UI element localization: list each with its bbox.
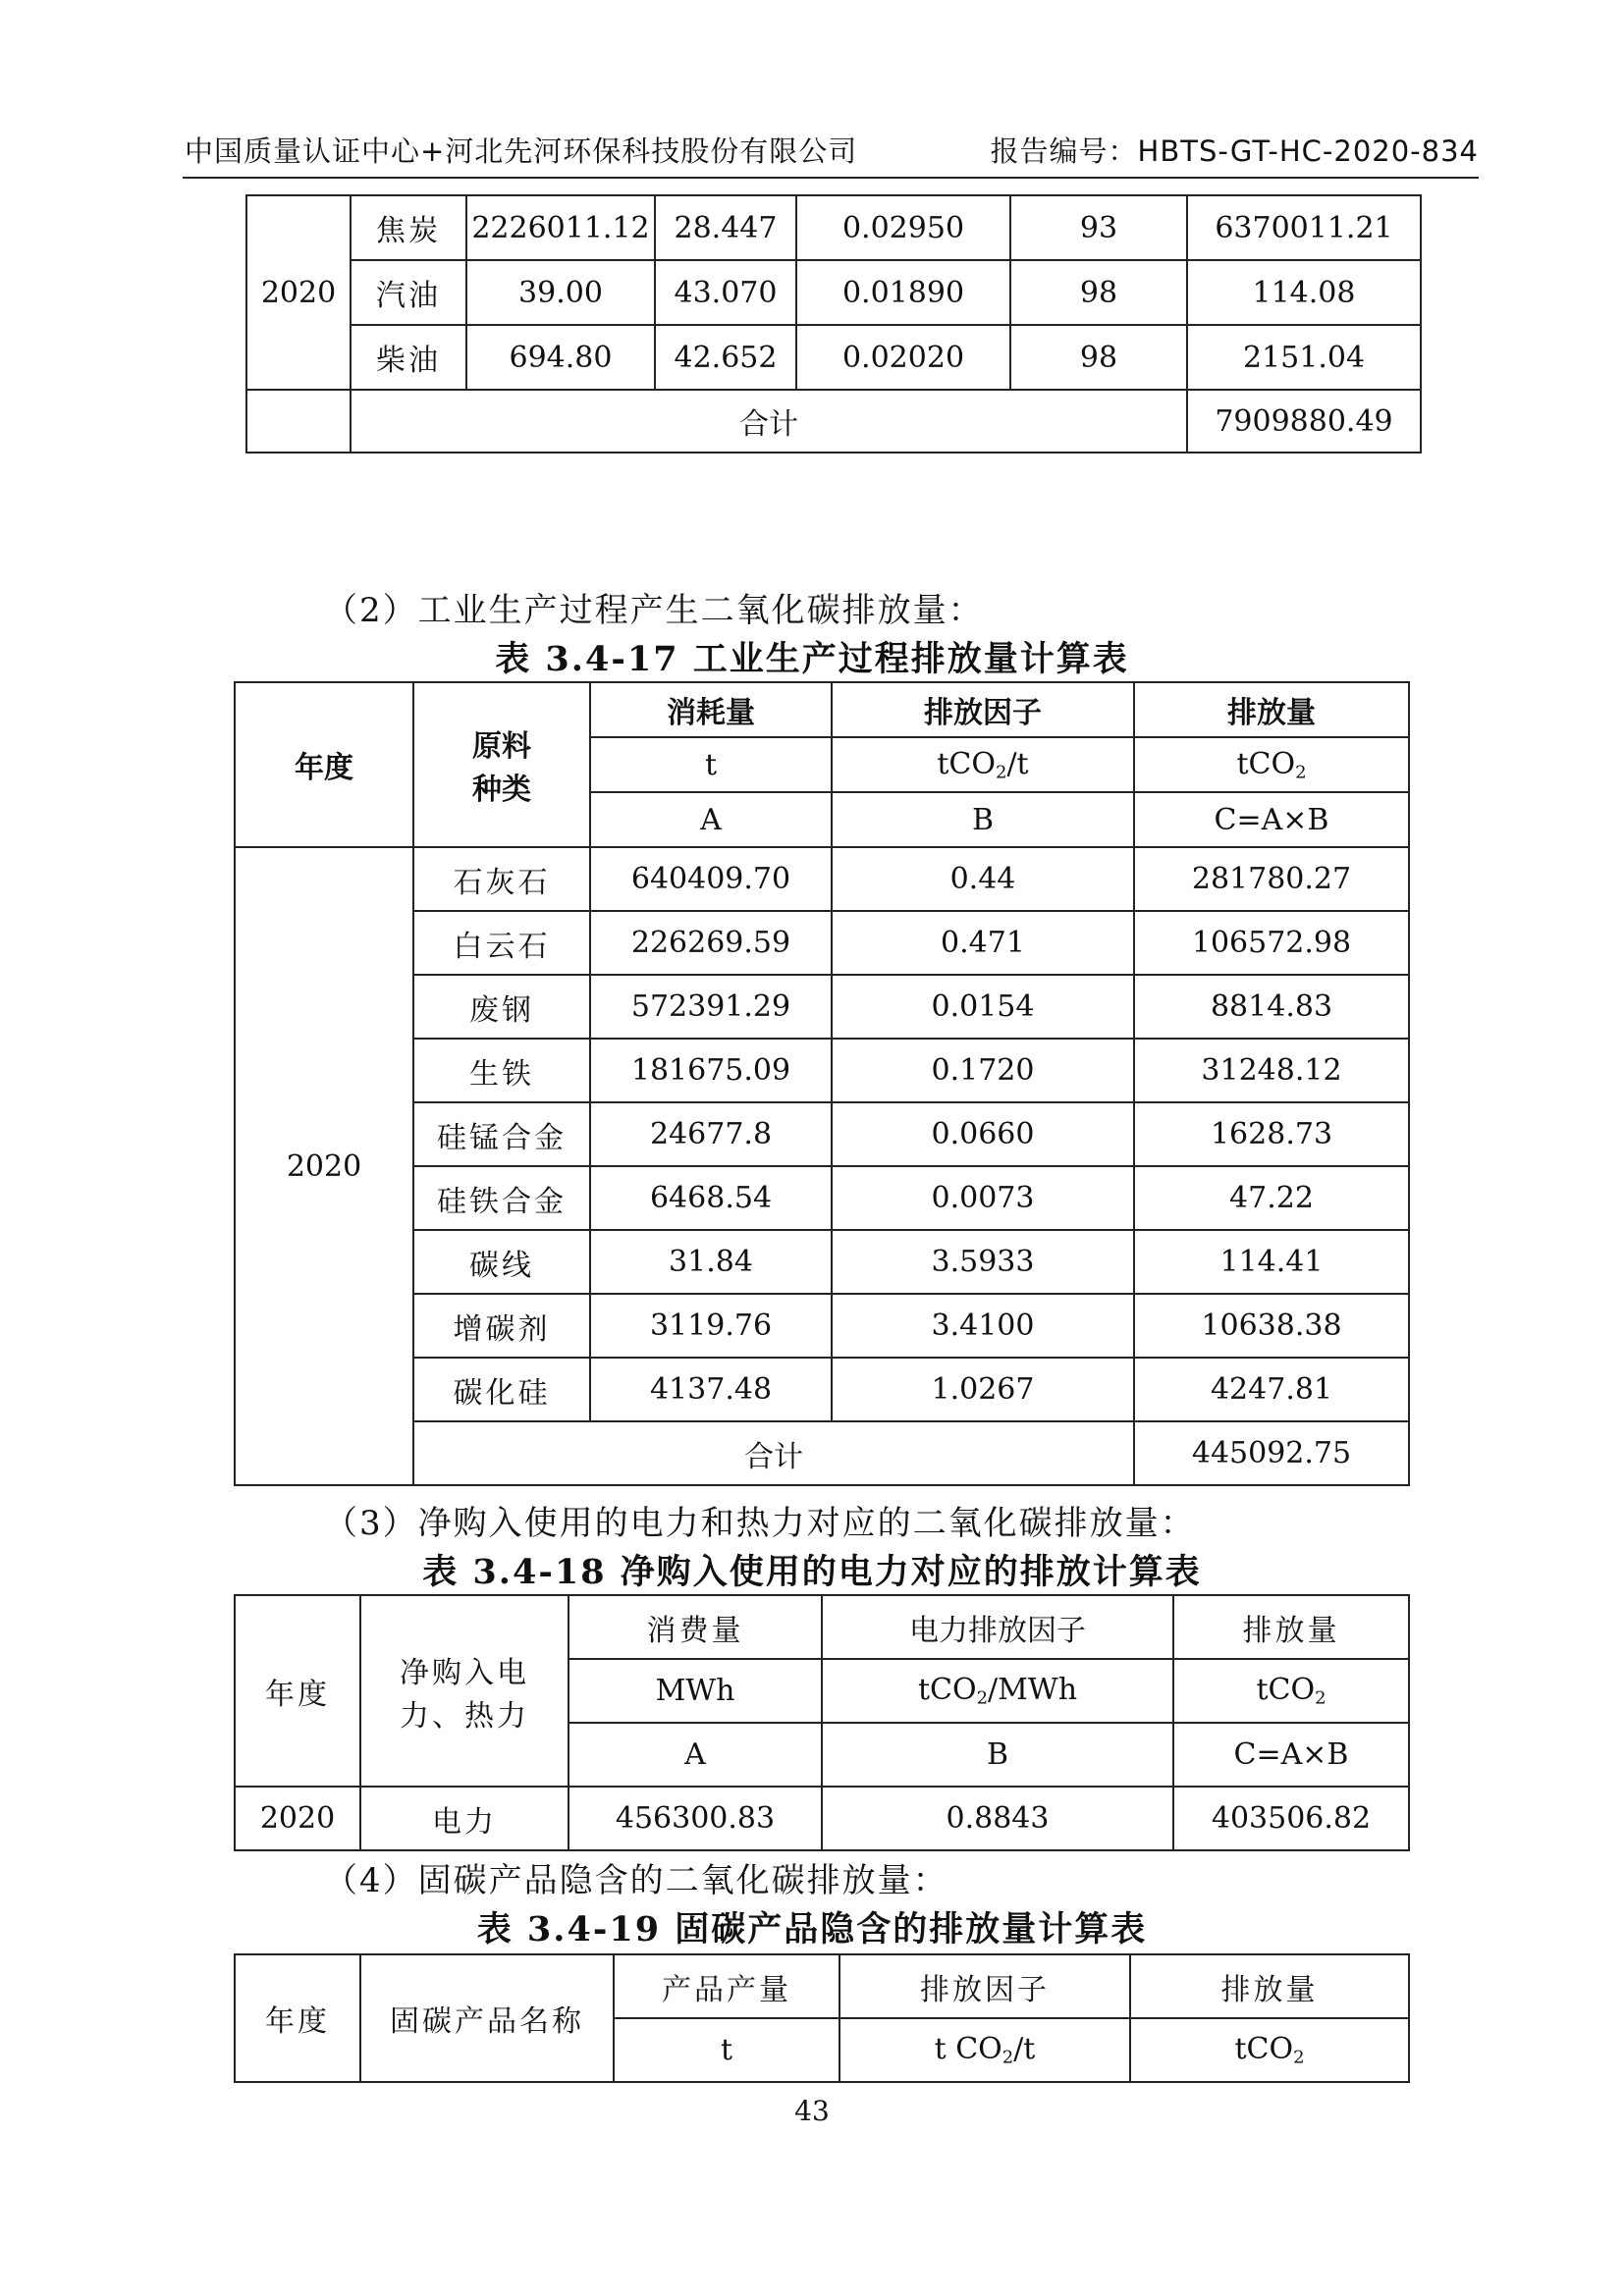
table-caption: 表 3.4-18 净购入使用的电力对应的排放计算表 bbox=[422, 1552, 1202, 1592]
cell-value: 43.070 bbox=[655, 260, 796, 325]
unit-b: tCO$_2$/t bbox=[832, 737, 1134, 792]
total-label: 合计 bbox=[351, 390, 1187, 453]
cell-value: 0.44 bbox=[832, 847, 1134, 911]
cell-value: 106572.98 bbox=[1134, 911, 1409, 975]
col-c: C=A×B bbox=[1134, 792, 1409, 847]
cell-value: 42.652 bbox=[655, 325, 796, 390]
unit-a: t bbox=[614, 2018, 839, 2082]
cell-value: 3.5933 bbox=[832, 1230, 1134, 1294]
cell-value: 0.0073 bbox=[832, 1166, 1134, 1230]
cell-value: 6468.54 bbox=[590, 1166, 832, 1230]
cell-value: 0.0154 bbox=[832, 975, 1134, 1039]
cell-value: 6370011.21 bbox=[1187, 195, 1421, 260]
cell-value: 181675.09 bbox=[590, 1039, 832, 1102]
material-name: 生铁 bbox=[413, 1039, 590, 1102]
header-year: 年度 bbox=[235, 1595, 360, 1787]
header-factor: 电力排放因子 bbox=[822, 1595, 1173, 1659]
cell-value: 0.01890 bbox=[796, 260, 1010, 325]
cell-value: 2151.04 bbox=[1187, 325, 1421, 390]
unit-b: t $CO_2/t$ bbox=[839, 2018, 1130, 2082]
cell-value: 31248.12 bbox=[1134, 1039, 1409, 1102]
cell-value: 0.1720 bbox=[832, 1039, 1134, 1102]
table-header-row bbox=[235, 682, 1409, 737]
header-emission: 排放量 bbox=[1134, 682, 1409, 737]
col-b: B bbox=[832, 792, 1134, 847]
cell-value: 403506.82 bbox=[1173, 1787, 1409, 1850]
page-number: 43 bbox=[794, 2095, 830, 2127]
header-divider bbox=[183, 177, 1479, 179]
cell-value: 24677.8 bbox=[590, 1102, 832, 1166]
header-consumption: 消耗量 bbox=[590, 682, 832, 737]
cell-value: 694.80 bbox=[466, 325, 655, 390]
year-cell: 2020 bbox=[246, 195, 351, 390]
cell-value: 1.0267 bbox=[832, 1358, 1134, 1421]
total-row bbox=[246, 390, 1421, 453]
header-year: 年度 bbox=[235, 682, 413, 847]
cell-value: 8814.83 bbox=[1134, 975, 1409, 1039]
total-value: 445092.75 bbox=[1134, 1421, 1409, 1485]
material-name: 石灰石 bbox=[413, 847, 590, 911]
cell-value: 114.08 bbox=[1187, 260, 1421, 325]
cell-value: 0.8843 bbox=[822, 1787, 1173, 1850]
year-cell: 2020 bbox=[235, 847, 413, 1485]
table-caption: 表 3.4-19 固碳产品隐含的排放量计算表 bbox=[476, 1909, 1148, 1949]
cell-value: 0.02950 bbox=[796, 195, 1010, 260]
total-value: 7909880.49 bbox=[1187, 390, 1421, 453]
table-caption: 表 3.4-17 工业生产过程排放量计算表 bbox=[495, 639, 1129, 679]
material-name: 废钢 bbox=[413, 975, 590, 1039]
material-name: 硅锰合金 bbox=[413, 1102, 590, 1166]
unit-b: tCO$_2$/MWh bbox=[822, 1659, 1173, 1723]
col-a: A bbox=[590, 792, 832, 847]
energy-type: 电力 bbox=[360, 1787, 568, 1850]
col-b: B bbox=[822, 1723, 1173, 1787]
report-organization: 中国质量认证中心+河北先河环保科技股份有限公司 bbox=[185, 134, 858, 168]
header-material: 原料种类 bbox=[413, 682, 590, 847]
report-number: 报告编号：HBTS-GT-HC-2020-834 bbox=[990, 134, 1479, 168]
col-a: A bbox=[568, 1723, 822, 1787]
header-output: 产品产量 bbox=[614, 1954, 839, 2018]
material-name: 碳线 bbox=[413, 1230, 590, 1294]
purchased-electricity-table bbox=[234, 1594, 1410, 1851]
unit-c: tCO$_2$ bbox=[1130, 2018, 1409, 2082]
section-heading: （2）工业生产过程产生二氧化碳排放量： bbox=[324, 591, 984, 630]
cell-value: 98 bbox=[1010, 325, 1187, 390]
cell-value: 0.0660 bbox=[832, 1102, 1134, 1166]
cell-value: 114.41 bbox=[1134, 1230, 1409, 1294]
unit-c: tCO$_2$ bbox=[1173, 1659, 1409, 1723]
table-row bbox=[246, 325, 1421, 390]
unit-a: t bbox=[590, 737, 832, 792]
cell-value: 39.00 bbox=[466, 260, 655, 325]
cell-value: 1628.73 bbox=[1134, 1102, 1409, 1166]
header-consumption: 消费量 bbox=[568, 1595, 822, 1659]
cell-value: 456300.83 bbox=[568, 1787, 822, 1850]
cell-value: 0.471 bbox=[832, 911, 1134, 975]
year-cell-spacer bbox=[246, 390, 351, 453]
table-row bbox=[246, 260, 1421, 325]
fuel-combustion-table bbox=[245, 194, 1422, 454]
cell-value: 4137.48 bbox=[590, 1358, 832, 1421]
cell-value: 281780.27 bbox=[1134, 847, 1409, 911]
material-name: 白云石 bbox=[413, 911, 590, 975]
cell-value: 0.02020 bbox=[796, 325, 1010, 390]
cell-value: 572391.29 bbox=[590, 975, 832, 1039]
cell-value: 31.84 bbox=[590, 1230, 832, 1294]
col-c: C=A×B bbox=[1173, 1723, 1409, 1787]
section-heading: （4）固碳产品隐含的二氧化碳排放量： bbox=[324, 1861, 948, 1900]
cell-value: 3.4100 bbox=[832, 1294, 1134, 1358]
cell-value: 93 bbox=[1010, 195, 1187, 260]
header-factor: 排放因子 bbox=[832, 682, 1134, 737]
header-year: 年度 bbox=[235, 1954, 360, 2082]
header-type: 净购入电力、热力 bbox=[360, 1595, 568, 1787]
cell-value: 28.447 bbox=[655, 195, 796, 260]
material-name: 增碳剂 bbox=[413, 1294, 590, 1358]
cell-value: 10638.38 bbox=[1134, 1294, 1409, 1358]
cell-value: 226269.59 bbox=[590, 911, 832, 975]
cell-value: 2226011.12 bbox=[466, 195, 655, 260]
table-header-row bbox=[235, 1954, 1409, 2018]
fuel-name: 汽油 bbox=[351, 260, 466, 325]
table-row bbox=[235, 1787, 1409, 1850]
cell-value: 3119.76 bbox=[590, 1294, 832, 1358]
fuel-name: 焦炭 bbox=[351, 195, 466, 260]
fuel-name: 柴油 bbox=[351, 325, 466, 390]
cell-value: 98 bbox=[1010, 260, 1187, 325]
total-label: 合计 bbox=[413, 1421, 1134, 1485]
header-factor: 排放因子 bbox=[839, 1954, 1130, 2018]
table-row bbox=[235, 847, 1409, 911]
table-header-row bbox=[235, 1595, 1409, 1659]
section-heading: （3）净购入使用的电力和热力对应的二氧化碳排放量： bbox=[324, 1504, 1196, 1543]
carbon-fixed-product-table bbox=[234, 1953, 1410, 2083]
unit-c: tCO$_2$ bbox=[1134, 737, 1409, 792]
header-product: 固碳产品名称 bbox=[360, 1954, 614, 2082]
unit-a: MWh bbox=[568, 1659, 822, 1723]
cell-value: 47.22 bbox=[1134, 1166, 1409, 1230]
industrial-process-table bbox=[234, 681, 1410, 1486]
material-name: 碳化硅 bbox=[413, 1358, 590, 1421]
header-emission: 排放量 bbox=[1173, 1595, 1409, 1659]
cell-value: 640409.70 bbox=[590, 847, 832, 911]
table-row bbox=[246, 195, 1421, 260]
cell-value: 4247.81 bbox=[1134, 1358, 1409, 1421]
header-emission: 排放量 bbox=[1130, 1954, 1409, 2018]
material-name: 硅铁合金 bbox=[413, 1166, 590, 1230]
year-cell: 2020 bbox=[235, 1787, 360, 1850]
